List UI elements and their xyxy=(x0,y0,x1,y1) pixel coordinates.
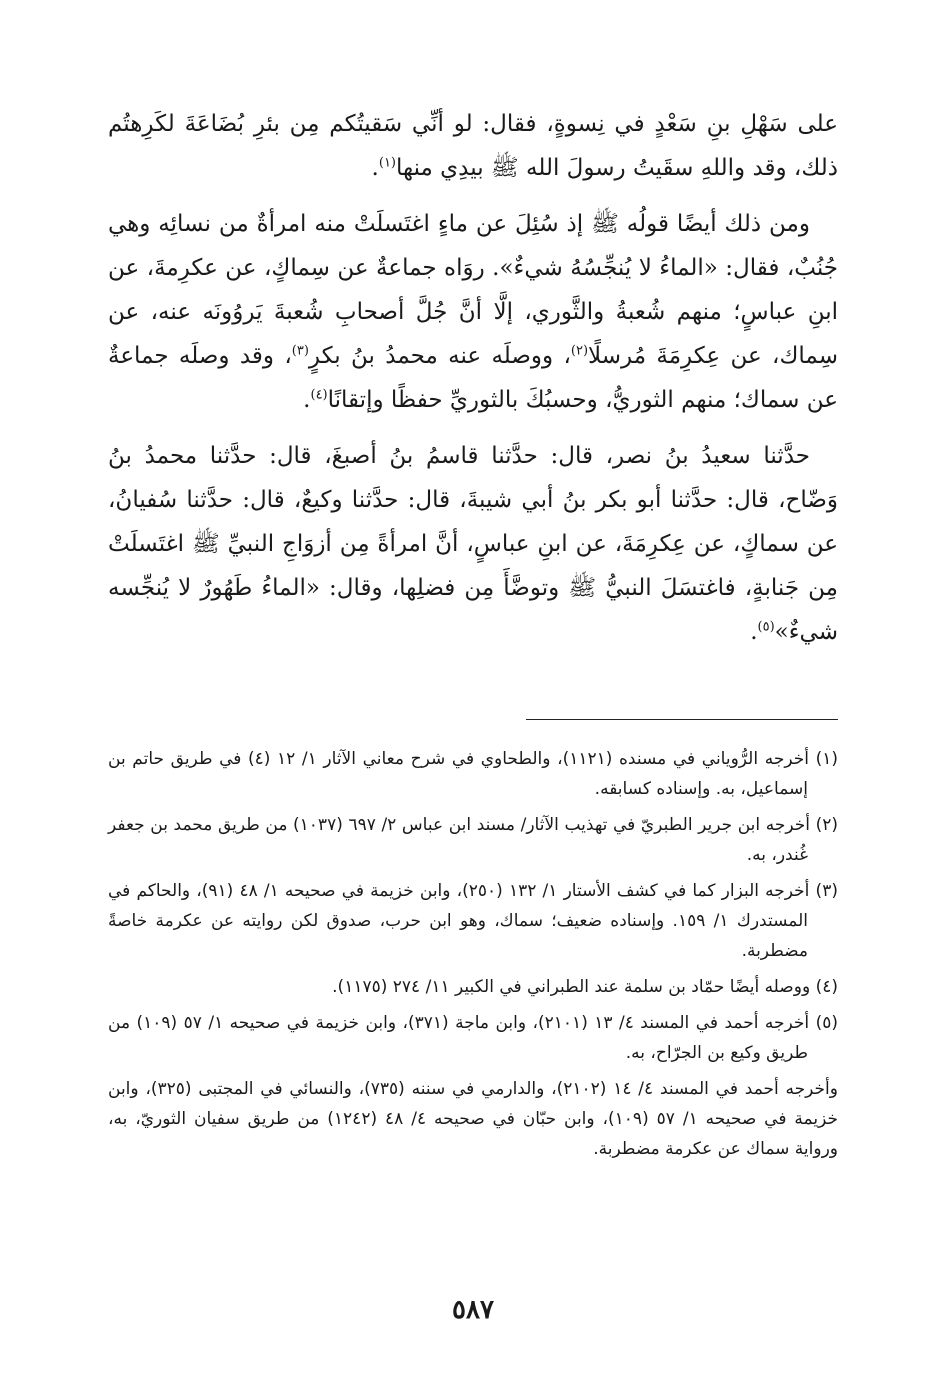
footnote-text: أخرجه الرُّوياني في مسنده (١١٢١)، والطحاوي في شرح معاني الآثار ١/ ١٢ (٤) في طريق حاتم بن إسماعيل، به. وإسناده كسابقه. xyxy=(108,749,809,799)
paragraph-3 xyxy=(108,434,838,654)
footnote-2 xyxy=(108,810,838,870)
footnote-ref-3: (٣) xyxy=(291,343,309,359)
footnote-1 xyxy=(108,744,838,804)
footnote-text: أخرجه البزار كما في كشف الأستار ١/ ١٣٢ (٢٥٠)، وابن خزيمة في صحيحه ١/ ٤٨ (٩١)، والحاكم في المستدرك ١/ ١٥٩. وإسناده ضعيف؛ سماك، وهو ابن حرب، صدوق لكن روايته عن عكرمة خاصةً مضطربة. xyxy=(108,881,810,961)
footnote-ref-4: (٤) xyxy=(310,387,328,403)
paragraph-3-text: حدَّثنا سعيدُ بنُ نصر، قال: حدَّثنا قاسمُ بنُ أصبغَ، قال: حدَّثنا محمدُ بنُ وَضّاح، قال: حدَّثنا أبو بكر بنُ أبي شيبةَ، قال: حدَّثنا وكيعٌ، قال: حدَّثنا سُفيانُ، عن سماكٍ، عن عِكرِمَةَ، عن ابنِ عباسٍ، أنَّ امرأةً مِن أزوَاجِ النبيِّ ﷺ اغتَسلَتْ مِن جَنابةٍ، فاغتسَلَ النبيُّ ﷺ وتوضَّأَ مِن فضلِها، وقال: «الماءُ طَهُورٌ لا يُنجِّسه شيءٌ» xyxy=(108,443,838,645)
footnote-number: (٢) xyxy=(815,815,838,835)
paragraph-1 xyxy=(108,102,838,190)
footnote-text: أخرجه ابن جرير الطبريّ في تهذيب الآثار/ مسند ابن عباس ٢/ ٦٩٧ (١٠٣٧) من طريق محمد بن جعفر غُندر، به. xyxy=(108,815,810,865)
footnote-separator xyxy=(526,719,838,720)
footnote-text: ووصله أيضًا حمّاد بن سلمة عند الطبراني في الكبير ١١/ ٢٧٤ (١١٧٥). xyxy=(332,977,811,997)
book-page xyxy=(108,0,838,1375)
paragraph-1-text: على سَهْلِ بنِ سَعْدٍ في نِسوةٍ، فقال: لو أنِّي سَقيتُكم مِن بئرِ بُضَاعَةَ لكَرِهتُم ذلك، وقد واللهِ سقَيتُ رسولَ الله ﷺ بيدِي منها xyxy=(108,111,838,181)
footnote-number: (٣) xyxy=(815,881,838,901)
footnote-ref-1: (١) xyxy=(378,155,396,171)
paragraph-1-end: . xyxy=(371,155,379,181)
footnote-number: (١) xyxy=(815,749,838,769)
footnote-4 xyxy=(108,972,838,1002)
page-number: ٥٨٧ xyxy=(452,1295,494,1325)
footnote-ref-2: (٢) xyxy=(570,343,589,359)
paragraph-2-seg-3: ، وقد وصلَه جماعةٌ عن سماك؛ منهم الثوريُّ، وحسبُكَ بالثوريِّ حفظًا وإتقانًا xyxy=(108,343,838,413)
footnote-3 xyxy=(108,876,838,966)
footnote-5 xyxy=(108,1008,838,1068)
footnote-5-continuation: وأخرجه أحمد في المسند ٤/ ١٤ (٢١٠٢)، والدارمي في سننه (٧٣٥)، والنسائي في المجتبى (٣٢٥)، وابن خزيمة في صحيحه ١/ ٥٧ (١٠٩)، وابن حبّان في صحيحه ٤/ ٤٨ (١٢٤٢) من طريق سفيان الثوريّ، به، ورواية سماك عن عكرمة مضطربة. xyxy=(108,1079,838,1159)
footnote-number: (٤) xyxy=(815,977,838,997)
footnote-number: (٥) xyxy=(815,1013,838,1033)
footnotes xyxy=(108,744,838,1170)
footnote-ref-5: (٥) xyxy=(757,619,775,635)
footnote-text: أخرجه أحمد في المسند ٤/ ١٣ (٢١٠١)، وابن ماجة (٣٧١)، وابن خزيمة في صحيحه ١/ ٥٧ (١٠٩) من طريق وكيع بن الجرّاح، به. xyxy=(108,1013,810,1063)
main-text xyxy=(108,102,838,666)
paragraph-2-seg-4: . xyxy=(303,387,311,413)
paragraph-3-end: . xyxy=(750,619,758,645)
paragraph-2-seg-1: ومن ذلك أيضًا قولُه ﷺ إذ سُئِلَ عن ماءٍ اغتَسلَتْ منه امرأةٌ من نسائِه وهي جُنُبٌ، فقال: «الماءُ لا يُنجِّسُهُ شيءٌ». روَاه جماعةٌ عن سِماكٍ، عن عكرِمةَ، عن ابنِ عباسٍ؛ منهم شُعبةُ والثَّوري، إلَّا أنَّ جُلَّ أصحابِ شُعبةَ يَروُونَه عنه، عن سِماك، عن عِكرِمَةَ مُرسلًا xyxy=(108,211,838,369)
paragraph-2 xyxy=(108,202,838,422)
paragraph-2-seg-2: ، ووصلَه عنه محمدُ بنُ بكرٍ xyxy=(308,343,571,369)
